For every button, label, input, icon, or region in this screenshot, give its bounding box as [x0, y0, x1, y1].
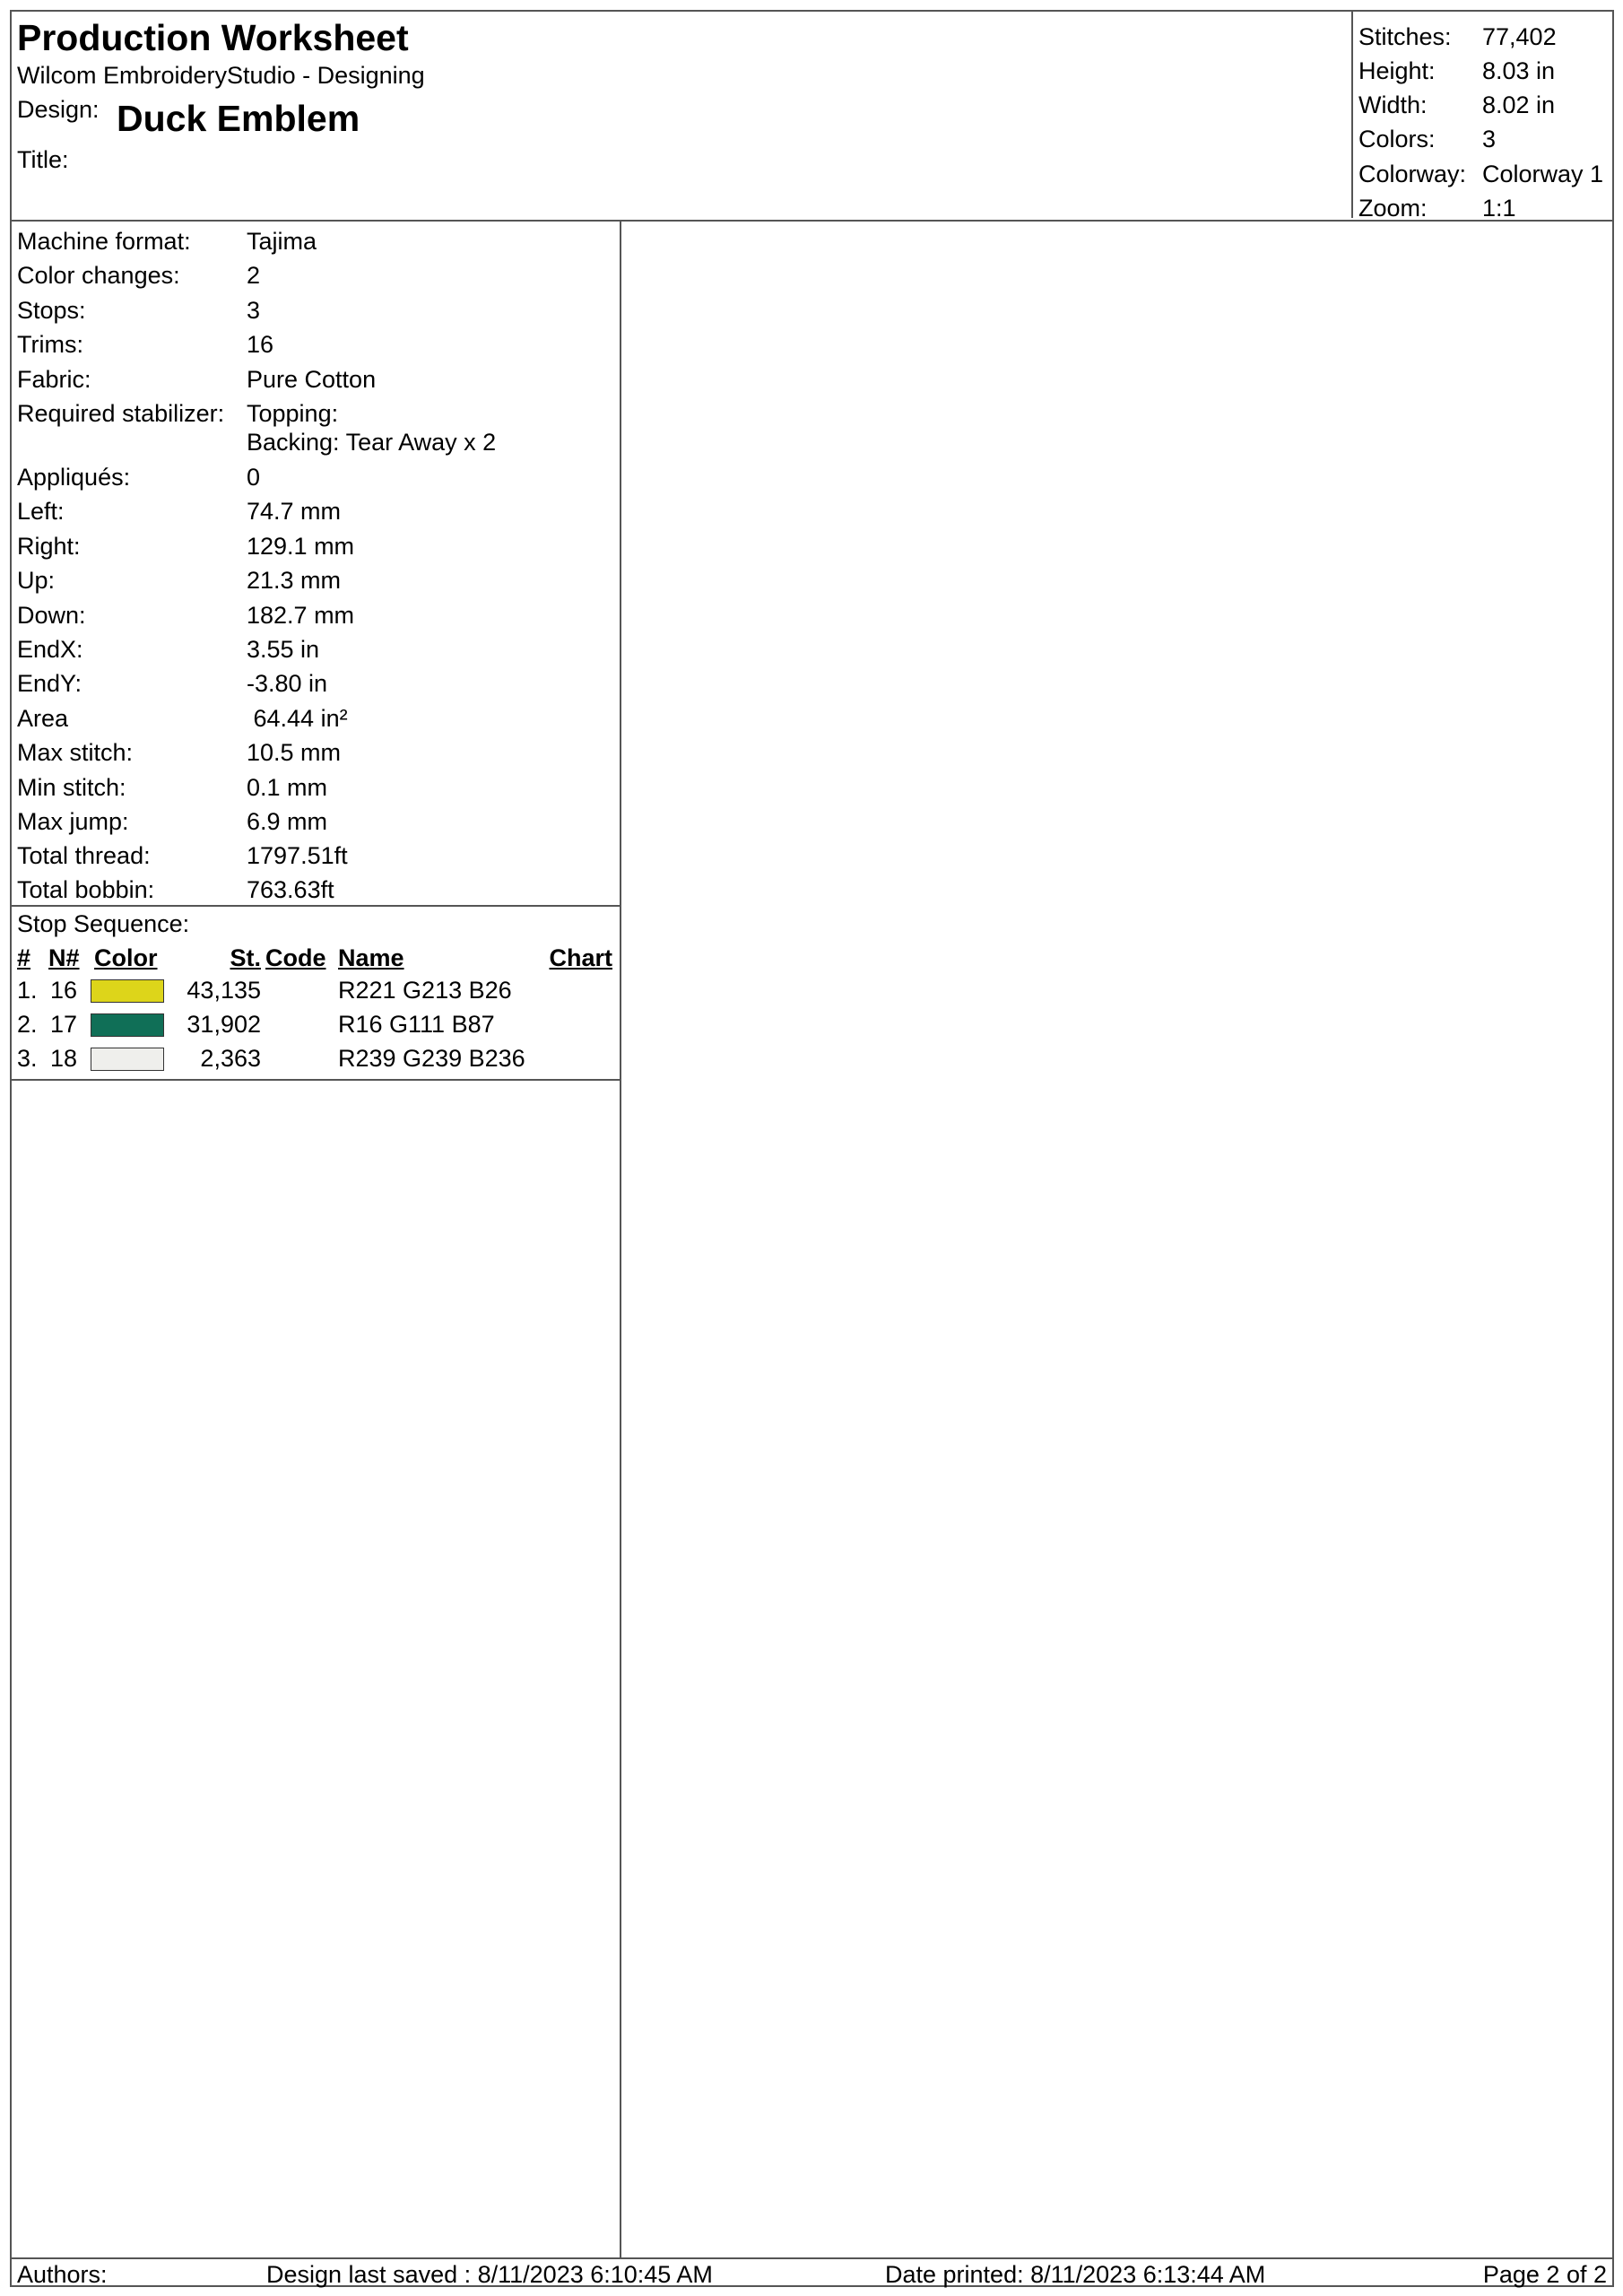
summary-label: Stitches:	[1358, 23, 1452, 50]
col-header-num: #	[17, 944, 31, 971]
spec-value: 6.9 mm	[247, 808, 328, 835]
spec-value: 16	[247, 331, 274, 358]
stop-color-name: R239 G239 B236	[338, 1045, 525, 1072]
spec-value: -3.80 in	[247, 670, 328, 697]
spec-label: Total thread:	[17, 842, 151, 869]
table-row	[12, 1010, 620, 1044]
stop-color-name: R221 G213 B26	[338, 977, 512, 1004]
spec-value: 3	[247, 297, 261, 324]
spec-label: Fabric:	[17, 366, 91, 393]
summary-label: Width:	[1358, 91, 1428, 118]
last-saved: Design last saved : 8/11/2023 6:10:45 AM	[266, 2261, 713, 2288]
spec-label: Up:	[17, 567, 56, 594]
spec-value: 3.55 in	[247, 636, 320, 663]
spec-value: Backing: Tear Away x 2	[247, 429, 497, 456]
col-header-stitches: St.	[230, 944, 261, 971]
stop-stitches: 2,363	[200, 1045, 261, 1072]
spec-label: Right:	[17, 533, 81, 560]
spec-label: EndX:	[17, 636, 83, 663]
title-label: Title:	[17, 146, 69, 173]
page-title: Production Worksheet	[17, 17, 409, 58]
spec-label: Max jump:	[17, 808, 129, 835]
software-name: Wilcom EmbroideryStudio - Designing	[17, 62, 425, 89]
spec-value: Tajima	[247, 228, 317, 255]
stop-num: 3.	[17, 1045, 38, 1072]
header-info	[17, 12, 1353, 218]
color-swatch	[91, 1048, 164, 1071]
spec-value: Topping:	[247, 400, 339, 427]
spec-label: Max stitch:	[17, 739, 134, 766]
spec-label: Total bobbin:	[17, 876, 155, 903]
summary-label: Colors:	[1358, 126, 1436, 152]
summary-value: Colorway 1	[1482, 161, 1604, 187]
details-column	[12, 220, 621, 2257]
stop-needle: 17	[50, 1011, 78, 1038]
page-number: Page 2 of 2	[1482, 2261, 1607, 2288]
stop-sequence	[12, 907, 620, 1081]
stop-color-name: R16 G111 B87	[338, 1011, 495, 1038]
spec-value: 74.7 mm	[247, 498, 342, 525]
stop-sequence-title: Stop Sequence:	[17, 910, 190, 937]
spec-list	[12, 220, 620, 907]
spec-label: Area	[17, 705, 69, 732]
spec-value: 1797.51ft	[247, 842, 348, 869]
spec-label: Down:	[17, 602, 86, 629]
date-printed: Date printed: 8/11/2023 6:13:44 AM	[885, 2261, 1266, 2288]
color-swatch	[91, 1013, 164, 1037]
spec-value: 129.1 mm	[247, 533, 355, 560]
worksheet-page	[10, 10, 1614, 2287]
col-header-color: Color	[94, 944, 158, 971]
spec-label: Machine format:	[17, 228, 191, 255]
spec-value: 64.44 in²	[247, 705, 348, 732]
design-name: Duck Emblem	[117, 98, 360, 139]
spec-label: Stops:	[17, 297, 86, 324]
summary-value: 8.02 in	[1482, 91, 1556, 118]
table-row	[12, 976, 620, 1010]
summary-box	[1351, 12, 1614, 222]
spec-label: Trims:	[17, 331, 83, 358]
worksheet-header	[12, 12, 1612, 222]
spec-label: Appliqués:	[17, 464, 131, 491]
table-row	[12, 1044, 620, 1078]
summary-value: 8.03 in	[1482, 57, 1556, 84]
stop-needle: 18	[50, 1045, 78, 1072]
spec-label: Required stabilizer:	[17, 400, 225, 427]
stop-num: 2.	[17, 1011, 38, 1038]
spec-value: 0.1 mm	[247, 774, 328, 801]
spec-value: 21.3 mm	[247, 567, 342, 594]
spec-label: EndY:	[17, 670, 82, 697]
summary-label: Height:	[1358, 57, 1436, 84]
summary-label: Zoom:	[1358, 195, 1428, 222]
col-header-chart: Chart	[549, 944, 612, 971]
spec-value: 2	[247, 262, 261, 289]
summary-value: 77,402	[1482, 23, 1557, 50]
color-swatch	[91, 979, 164, 1003]
spec-value: Pure Cotton	[247, 366, 377, 393]
design-label: Design:	[17, 96, 100, 123]
summary-value: 1:1	[1482, 195, 1516, 222]
spec-value: 182.7 mm	[247, 602, 355, 629]
summary-value: 3	[1482, 126, 1497, 152]
col-header-name: Name	[338, 944, 404, 971]
col-header-code: Code	[265, 944, 326, 971]
spec-label: Min stitch:	[17, 774, 126, 801]
spec-value: 763.63ft	[247, 876, 334, 903]
stop-num: 1.	[17, 977, 38, 1004]
stop-stitches: 43,135	[187, 977, 261, 1004]
col-header-needle: N#	[48, 944, 80, 971]
stop-needle: 16	[50, 977, 78, 1004]
spec-label: Left:	[17, 498, 65, 525]
spec-value: 0	[247, 464, 261, 491]
stop-stitches: 31,902	[187, 1011, 261, 1038]
authors-label: Authors:	[17, 2261, 108, 2288]
spec-label: Color changes:	[17, 262, 180, 289]
spec-value: 10.5 mm	[247, 739, 342, 766]
summary-label: Colorway:	[1358, 161, 1467, 187]
worksheet-footer	[12, 2257, 1612, 2287]
